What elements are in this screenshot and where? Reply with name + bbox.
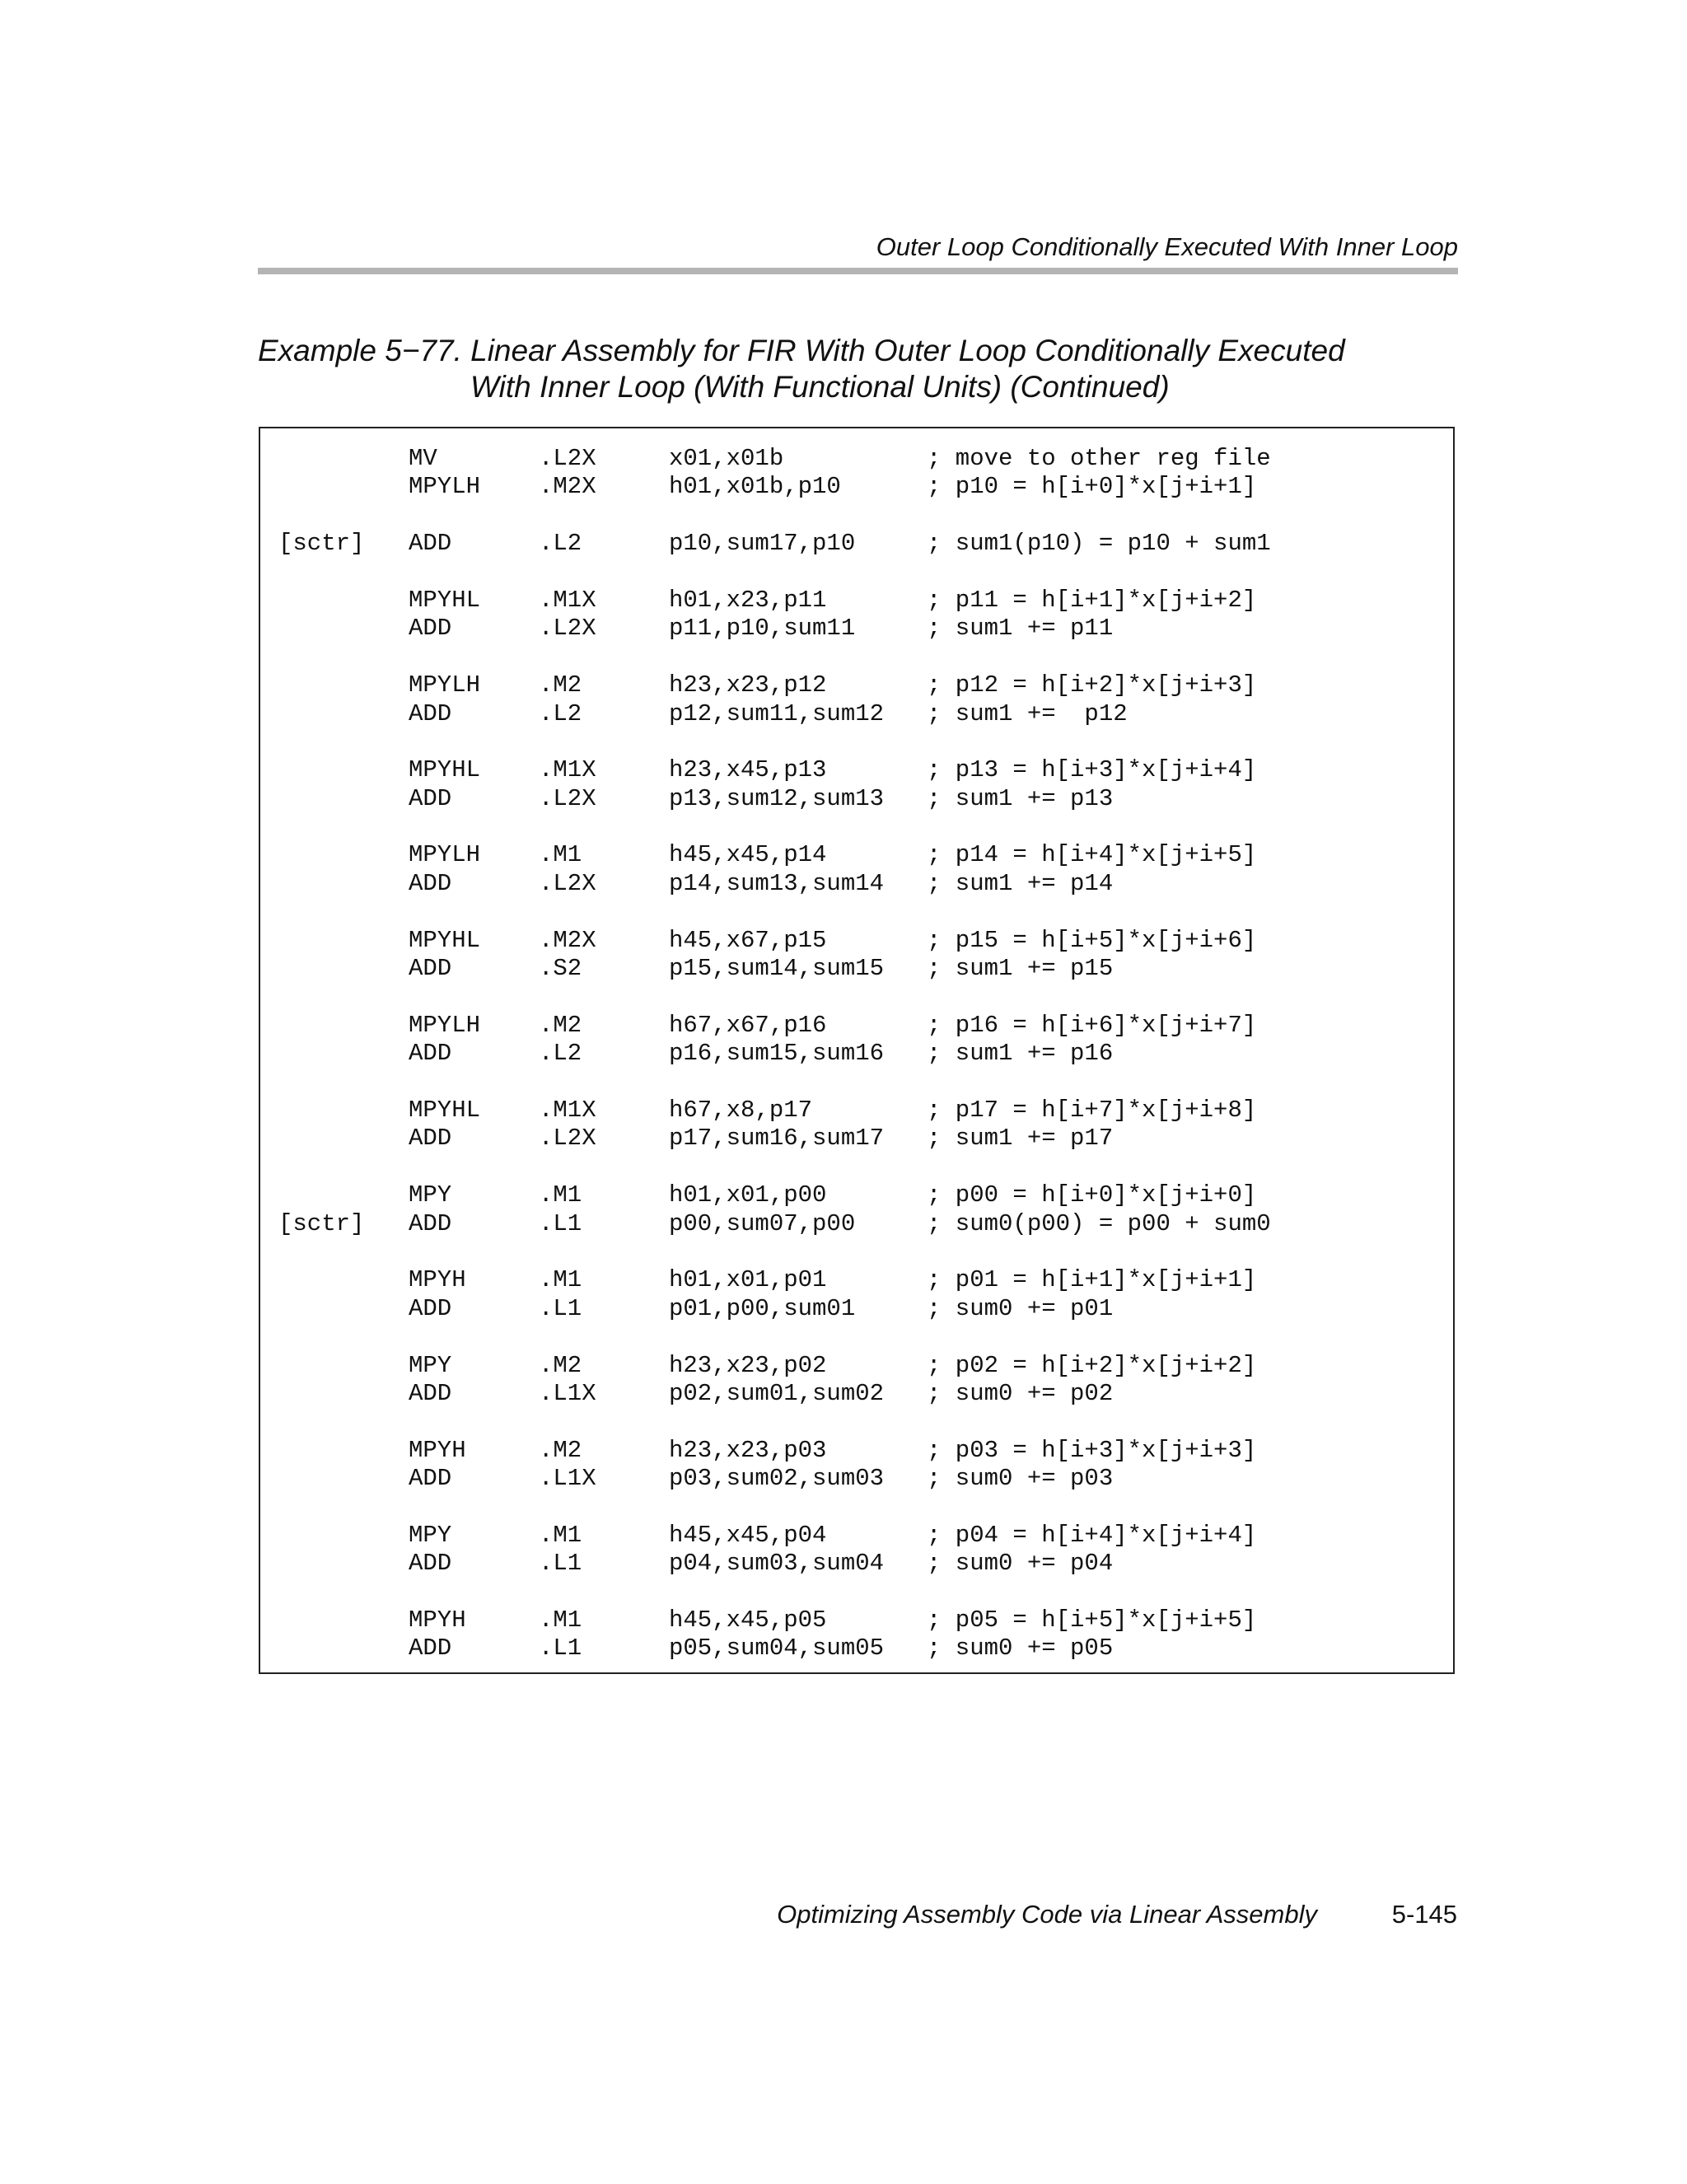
code-functional-unit: .M1: [539, 841, 582, 869]
code-operands: h45,x45,p14: [669, 841, 827, 869]
code-functional-unit: .M1: [539, 1181, 582, 1209]
code-opcode: MPYHL: [409, 586, 481, 614]
code-comment: ; p02 = h[i+2]*x[j+i+2]: [927, 1351, 1257, 1379]
code-operands: h23,x23,p03: [669, 1436, 827, 1464]
code-comment: ; sum1(p10) = p10 + sum1: [927, 530, 1271, 558]
code-comment: ; sum1 += p13: [927, 784, 1114, 812]
code-opcode: ADD: [409, 615, 452, 643]
code-functional-unit: .M2: [539, 1011, 582, 1039]
code-functional-unit: .L1: [539, 1550, 582, 1578]
code-opcode: MV: [409, 445, 437, 472]
code-opcode: MPY: [409, 1181, 452, 1209]
code-opcode: ADD: [409, 530, 452, 558]
code-comment: ; sum0 += p01: [927, 1294, 1114, 1322]
code-comment: ; sum1 += p17: [927, 1125, 1114, 1153]
code-opcode: ADD: [409, 1209, 452, 1237]
code-comment: ; p03 = h[i+3]*x[j+i+3]: [927, 1436, 1257, 1464]
code-operands: p16,sum15,sum16: [669, 1040, 885, 1068]
code-opcode: ADD: [409, 955, 452, 983]
code-functional-unit: .M2X: [539, 926, 596, 954]
code-operands: p05,sum04,sum05: [669, 1634, 885, 1663]
footer-chapter-title: Optimizing Assembly Code via Linear Assembly: [777, 1900, 1317, 1929]
code-comment: ; p16 = h[i+6]*x[j+i+7]: [927, 1011, 1257, 1039]
code-functional-unit: .M2: [539, 671, 582, 699]
code-comment: ; sum1 += p16: [927, 1040, 1114, 1068]
code-operands: h01,x23,p11: [669, 586, 827, 614]
code-predicate: [sctr]: [278, 530, 365, 558]
code-opcode: MPYLH: [409, 1011, 481, 1039]
code-opcode: MPYHL: [409, 1096, 481, 1124]
code-comment: ; p12 = h[i+2]*x[j+i+3]: [927, 671, 1257, 699]
caption-line-2: With Inner Loop (With Functional Units) (Continued): [470, 370, 1170, 404]
code-opcode: ADD: [409, 784, 452, 812]
code-functional-unit: .L2X: [539, 1125, 596, 1153]
code-functional-unit: .M2: [539, 1436, 582, 1464]
code-opcode: ADD: [409, 1550, 452, 1578]
code-comment: ; p04 = h[i+4]*x[j+i+4]: [927, 1521, 1257, 1549]
code-functional-unit: .L1X: [539, 1379, 596, 1407]
code-comment: ; sum1 += p15: [927, 955, 1114, 983]
code-functional-unit: .L1: [539, 1634, 582, 1663]
code-functional-unit: .M1X: [539, 756, 596, 784]
code-operands: p00,sum07,p00: [669, 1209, 856, 1237]
code-operands: h23,x23,p12: [669, 671, 827, 699]
code-opcode: ADD: [409, 1125, 452, 1153]
code-comment: ; sum0 += p03: [927, 1465, 1114, 1493]
code-comment: ; p13 = h[i+3]*x[j+i+4]: [927, 756, 1257, 784]
code-comment: ; p01 = h[i+1]*x[j+i+1]: [927, 1266, 1257, 1294]
code-operands: h67,x8,p17: [669, 1096, 813, 1124]
code-functional-unit: .M1: [539, 1606, 582, 1634]
code-operands: p13,sum12,sum13: [669, 784, 885, 812]
code-operands: p03,sum02,sum03: [669, 1465, 885, 1493]
code-opcode: ADD: [409, 1465, 452, 1493]
code-predicate: [sctr]: [278, 1209, 365, 1237]
code-comment: ; sum1 += p12: [927, 699, 1128, 727]
code-functional-unit: .L1: [539, 1209, 582, 1237]
code-comment: ; move to other reg file: [927, 445, 1271, 472]
code-comment: ; p17 = h[i+7]*x[j+i+8]: [927, 1096, 1257, 1124]
code-comment: ; sum1 += p11: [927, 615, 1114, 643]
code-functional-unit: .L2: [539, 530, 582, 558]
code-comment: ; sum0 += p02: [927, 1379, 1114, 1407]
code-functional-unit: .L2X: [539, 445, 596, 472]
code-functional-unit: .L2X: [539, 615, 596, 643]
code-operands: p11,p10,sum11: [669, 615, 856, 643]
code-opcode: MPYLH: [409, 671, 481, 699]
code-operands: p12,sum11,sum12: [669, 699, 885, 727]
footer-page-number: 5-145: [1391, 1900, 1457, 1929]
code-opcode: ADD: [409, 869, 452, 897]
code-opcode: ADD: [409, 1040, 452, 1068]
code-functional-unit: .L1: [539, 1294, 582, 1322]
code-functional-unit: .S2: [539, 955, 582, 983]
code-comment: ; p00 = h[i+0]*x[j+i+0]: [927, 1181, 1257, 1209]
code-operands: h23,x23,p02: [669, 1351, 827, 1379]
code-opcode: ADD: [409, 1634, 452, 1663]
example-caption: [258, 333, 1345, 405]
code-operands: h23,x45,p13: [669, 756, 827, 784]
code-comment: ; p10 = h[i+0]*x[j+i+1]: [927, 473, 1257, 501]
code-functional-unit: .M1X: [539, 1096, 596, 1124]
code-operands: h45,x67,p15: [669, 926, 827, 954]
code-functional-unit: .L2X: [539, 869, 596, 897]
code-comment: ; sum0 += p04: [927, 1550, 1114, 1578]
code-functional-unit: .L2: [539, 1040, 582, 1068]
code-opcode: MPYLH: [409, 841, 481, 869]
code-operands: p04,sum03,sum04: [669, 1550, 885, 1578]
code-opcode: ADD: [409, 1379, 452, 1407]
code-listing-box: [259, 427, 1455, 1674]
code-functional-unit: .M1: [539, 1266, 582, 1294]
code-comment: ; p15 = h[i+5]*x[j+i+6]: [927, 926, 1257, 954]
code-operands: p15,sum14,sum15: [669, 955, 885, 983]
code-opcode: MPYH: [409, 1606, 466, 1634]
code-comment: ; sum0 += p05: [927, 1634, 1114, 1663]
code-operands: p14,sum13,sum14: [669, 869, 885, 897]
code-operands: p17,sum16,sum17: [669, 1125, 885, 1153]
code-opcode: MPY: [409, 1521, 452, 1549]
code-operands: x01,x01b: [669, 445, 784, 472]
code-functional-unit: .L1X: [539, 1465, 596, 1493]
code-comment: ; p14 = h[i+4]*x[j+i+5]: [927, 841, 1257, 869]
code-operands: h01,x01,p00: [669, 1181, 827, 1209]
code-functional-unit: .M1X: [539, 586, 596, 614]
code-opcode: MPYHL: [409, 926, 481, 954]
code-operands: p02,sum01,sum02: [669, 1379, 885, 1407]
code-comment: ; sum1 += p14: [927, 869, 1114, 897]
code-functional-unit: .M2X: [539, 473, 596, 501]
code-operands: p01,p00,sum01: [669, 1294, 856, 1322]
code-operands: h67,x67,p16: [669, 1011, 827, 1039]
code-opcode: MPYH: [409, 1266, 466, 1294]
code-opcode: MPYLH: [409, 473, 481, 501]
caption-line-1: Example 5−77. Linear Assembly for FIR With Outer Loop Conditionally Executed: [258, 334, 1345, 367]
code-functional-unit: .M1: [539, 1521, 582, 1549]
code-comment: ; p11 = h[i+1]*x[j+i+2]: [927, 586, 1257, 614]
code-functional-unit: .L2X: [539, 784, 596, 812]
code-operands: h45,x45,p04: [669, 1521, 827, 1549]
code-opcode: ADD: [409, 699, 452, 727]
code-operands: h01,x01,p01: [669, 1266, 827, 1294]
code-opcode: MPY: [409, 1351, 452, 1379]
code-functional-unit: .L2: [539, 699, 582, 727]
running-header: Outer Loop Conditionally Executed With Inner Loop: [876, 232, 1458, 261]
header-rule: [258, 268, 1458, 274]
code-opcode: MPYH: [409, 1436, 466, 1464]
code-operands: h45,x45,p05: [669, 1606, 827, 1634]
code-opcode: ADD: [409, 1294, 452, 1322]
code-comment: ; sum0(p00) = p00 + sum0: [927, 1209, 1271, 1237]
code-operands: h01,x01b,p10: [669, 473, 841, 501]
code-functional-unit: .M2: [539, 1351, 582, 1379]
code-comment: ; p05 = h[i+5]*x[j+i+5]: [927, 1606, 1257, 1634]
code-opcode: MPYHL: [409, 756, 481, 784]
code-operands: p10,sum17,p10: [669, 530, 856, 558]
